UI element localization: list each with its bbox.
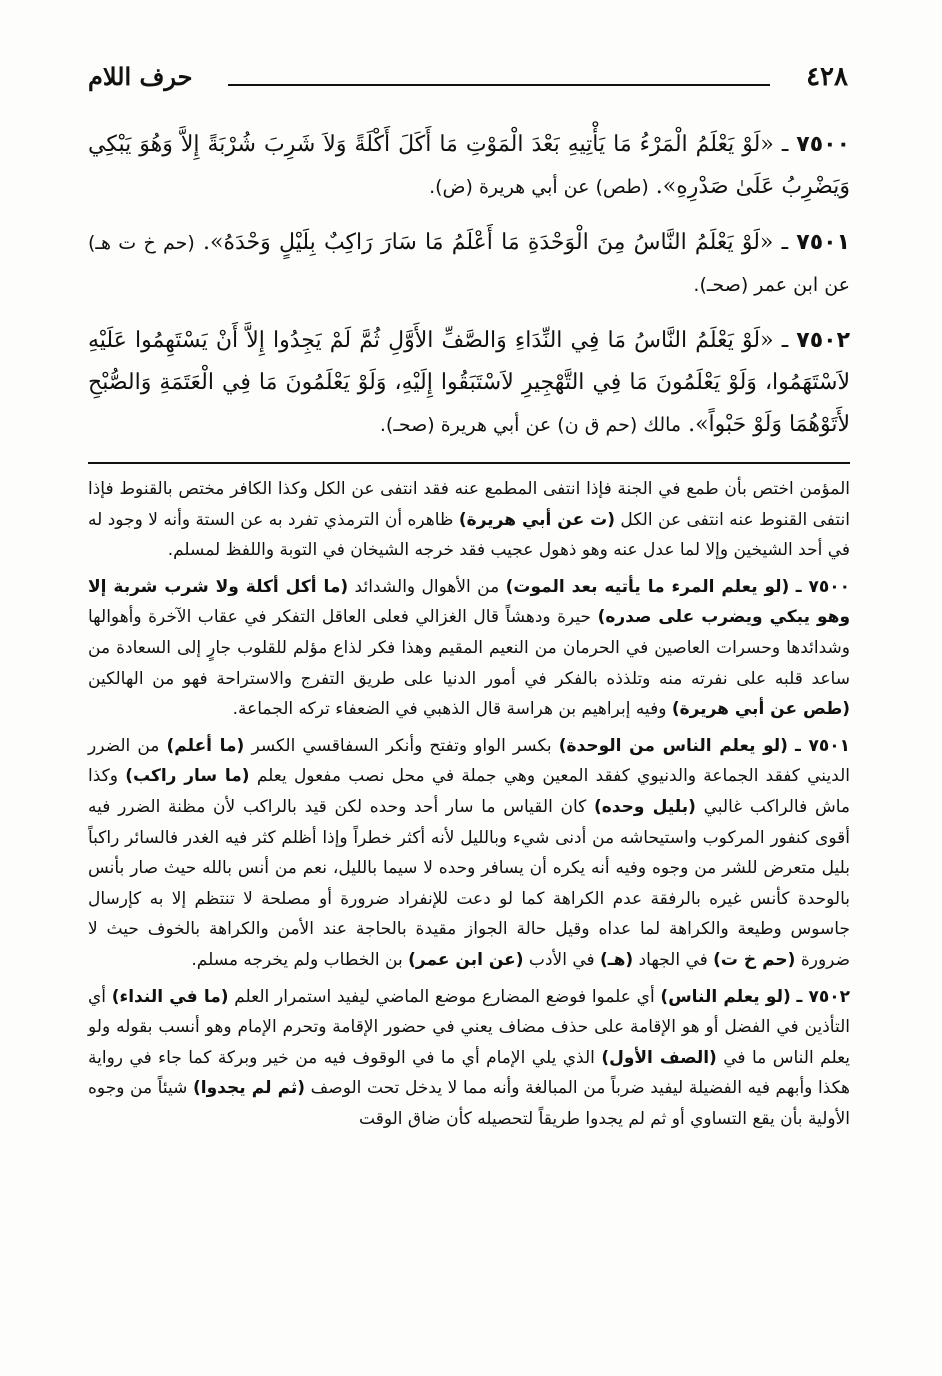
commentary-paragraph — [88, 731, 850, 976]
commentary-text: أي علموا فوضع المضارع موضع الماضي ليفيد استمرار العلم — [228, 986, 661, 1007]
commentary-text: المؤمن اختص بأن طمع في الجنة فإذا انتفى المطمع عنه فقد انتفى عن الكل وكذا الكافر مختص بالقنوط فإذا انتفى القنوط عنه انتفى عن الكل — [88, 479, 850, 530]
commentary-text: من الأهوال والشدائد — [348, 576, 506, 597]
hadith-source: مالك (حم ق ن) عن أبي هريرة (صحـ). — [379, 414, 682, 436]
commentary-number: ٧٥٠٢ ـ — [796, 986, 851, 1007]
commentary-paragraph — [88, 982, 850, 1135]
header-rule — [228, 84, 770, 86]
commentary-bold: (ت عن أبي هريرة) — [458, 509, 615, 530]
commentary-bold: (ثم لم يجدوا) — [192, 1078, 306, 1099]
commentary-bold: (لو يعلم الناس) — [660, 986, 791, 1007]
commentary-text: بن الخطاب ولم يخرجه مسلم. — [191, 949, 409, 970]
hadith-7502: ٧٥٠٢ ـ «لَوْ يَعْلَمُ النَّاسُ مَا فِي النِّدَاءِ وَالصَّفِّ الأَوَّلِ ثُمَّ لَمْ يَجِدُوا إِلاَّ أَنْ يَسْتَهِمُوا عَلَيْهِ لاَسْتَهَمُوا، وَلَوْ يَعْلَمُونَ مَا فِي التَّهْجِيرِ لاَسْتَبَقُوا إِلَيْهِ، وَلَوْ يَعْلَمُونَ مَا فِي الْعَتَمَةِ وَالصُّبْحِ لأَتَوْهُمَا وَلَوْ حَبْواً». مالك (حم ق ن) عن أبي هريرة (صحـ). — [88, 328, 850, 437]
commentary-paragraph — [88, 474, 850, 566]
commentary-text: الذي يلي الإمام أي ما في الوقوف فيه من خير وبركة كما جاء في رواية هكذا وأبهم فيه الفضيلة ليفيد ضرباً من المبالغة وأنه مما لا يدخل تحت الوصف — [88, 1047, 850, 1099]
footnote-divider — [88, 462, 850, 464]
commentary-bold: (الصف الأول) — [601, 1047, 717, 1068]
commentary-bold: (عن ابن عمر) — [408, 949, 524, 970]
commentary-bold: (ما في النداء) — [111, 986, 229, 1007]
commentary-bold: (لو يعلم المرء ما يأتيه بعد الموت) — [505, 576, 790, 597]
hadith-source: (حم خ ت هـ) عن ابن عمر (صحـ). — [88, 232, 850, 296]
hadith-7500: ٧٥٠٠ ـ «لَوْ يَعْلَمُ الْمَرْءُ مَا يَأْتِيهِ بَعْدَ الْمَوْتِ مَا أَكَلَ أَكْلَةً وَلاَ شَرِبَ شُرْبَةً إِلاَّ وَهُوَ يَبْكِي وَيَضْرِبُ عَلَىٰ صَدْرِهِ». (طص) عن أبي هريرة (ض). — [88, 132, 850, 199]
commentary-text: كان القياس ما سار أحد وحده لكن قيد بالراكب لأن مظنة الضرر فيه أقوى كنفور المركوب واستيحاشه من أدنى شيء وبالليل لأنه أكثر خطراً وإذا أظلم كثر فيه الغدر فالسائر راكباً بليل متعرض للشر من وجوه وفيه أنه يكره أن يسافر وحده لا سيما بالليل، نعم من أنس بالله حيث صار بأنس بالوحدة كأنس غيره بالرفقة عدم الكراهة كما لو دعت للإنفراد ضرورة أو مصلحة لا تنتظم إلا به كإرسال جاسوس وطيعة والكراهة لما عداه وقيل حالة الجواز مقيدة بالحاجة عند الأمن والكراهة بالخوف حيث لا ضرورة — [88, 796, 850, 970]
commentary-bold: (حم خ ت) — [713, 949, 796, 970]
commentary-text: وكذا ماش فالراكب غالبي — [88, 766, 850, 817]
commentary-bold: (طص عن أبي هريرة) — [671, 699, 850, 720]
hadith-text: «لَوْ يَعْلَمُ النَّاسُ مِنَ الْوَحْدَةِ مَا أَعْلَمُ مَا سَارَ رَاكِبٌ بِلَيْلٍ وَحْدَهُ». — [203, 230, 774, 255]
commentary-text: ظاهره أن الترمذي تفرد به عن الستة وأنه لا وجود له في أحد الشيخين وإلا لما عدل عنه وهو ذهول عجيب فقد خرجه الشيخان في التوبة واللفظ لمسلم. — [88, 509, 850, 561]
page-number: ٤٢٨ — [806, 62, 848, 92]
commentary-text: من الضرر الديني كفقد الجماعة والدنيوي كفقد المعين وهي جملة في محل نصب مفعول يعلم — [88, 735, 850, 787]
commentary-number: ٧٥٠١ ـ — [795, 735, 851, 756]
commentary-bold: (ما أعلم) — [166, 735, 245, 756]
commentary-bold: (ما سار راكب) — [125, 766, 250, 787]
commentary-text: في الجهاد — [633, 949, 714, 970]
commentary-text: بكسر الواو وتفتح وأنكر السفاقسي الكسر — [244, 735, 559, 756]
hadith-number: ٧٥٠٢ — [796, 328, 850, 353]
commentary-text: في الأدب — [523, 949, 601, 970]
commentary-text: شيئاً من وجوه الأولية بأن يقع التساوي أو ثم لم يجدوا طريقاً لتحصيله كأن ضاق الوقت — [88, 1078, 850, 1129]
hadith-text: «لَوْ يَعْلَمُ النَّاسُ مَا فِي النِّدَاءِ وَالصَّفِّ الأَوَّلِ ثُمَّ لَمْ يَجِدُوا إِلاَّ أَنْ يَسْتَهِمُوا عَلَيْهِ لاَسْتَهَمُوا، وَلَوْ يَعْلَمُونَ مَا فِي التَّهْجِيرِ لاَسْتَبَقُوا إِلَيْهِ، وَلَوْ يَعْلَمُونَ مَا فِي الْعَتَمَةِ وَالصُّبْحِ لأَتَوْهُمَا وَلَوْ حَبْواً». — [88, 328, 850, 437]
hadith-source: (طص) عن أبي هريرة (ض). — [429, 176, 649, 198]
running-title: حرف اللام — [88, 62, 193, 91]
hadith-number: ٧٥٠١ — [796, 230, 850, 255]
hadith-7501: ٧٥٠١ ـ «لَوْ يَعْلَمُ النَّاسُ مِنَ الْوَحْدَةِ مَا أَعْلَمُ مَا سَارَ رَاكِبٌ بِلَيْلٍ وَحْدَهُ». (حم خ ت هـ) عن ابن عمر (صحـ). — [88, 230, 850, 296]
commentary-bold: (بليل وحده) — [593, 796, 696, 817]
page-header — [88, 62, 848, 102]
commentary-bold: (هـ) — [600, 949, 634, 970]
commentary-paragraph — [88, 572, 850, 725]
commentary-text: أي التأذين في الفضل أو هو الإقامة على حذف مضاف يعني في حضور الإقامة وتحرم الإمام وهو أنسب بقوله ولو يعلم الناس ما في — [88, 986, 850, 1068]
hadith-text: «لَوْ يَعْلَمُ الْمَرْءُ مَا يَأْتِيهِ بَعْدَ الْمَوْتِ مَا أَكَلَ أَكْلَةً وَلاَ شَرِبَ شُرْبَةً إِلاَّ وَهُوَ يَبْكِي وَيَضْرِبُ عَلَىٰ صَدْرِهِ». — [88, 132, 850, 199]
commentary — [88, 474, 850, 1140]
commentary-number: ٧٥٠٠ ـ — [795, 576, 851, 597]
hadith-number: ٧٥٠٠ — [796, 132, 850, 157]
commentary-text: وفيه إبراهيم بن هراسة قال الذهبي في الضعفاء تركه الجماعة. — [232, 699, 672, 720]
commentary-bold: (لو يعلم الناس من الوحدة) — [558, 735, 788, 756]
commentary-bold: (ما أكل أكلة ولا شرب شربة إلا وهو يبكي ويضرب على صدره) — [88, 576, 851, 628]
commentary-text: حيرة ودهشاً قال الغزالي فعلى العاقل التفكر في عقاب الآخرة وأهوالها وشدائدها وحسرات العاصين في الحرمان من النعيم المقيم وهذا فكر لذاع مؤلم للقلوب جارٍ إلى السعادة من ساعد قلبه على نفرته منه وتلذذه بالفكر في أمور الدنيا على طريق التفرج والاستراحة فهو من الهالكين — [88, 607, 850, 689]
